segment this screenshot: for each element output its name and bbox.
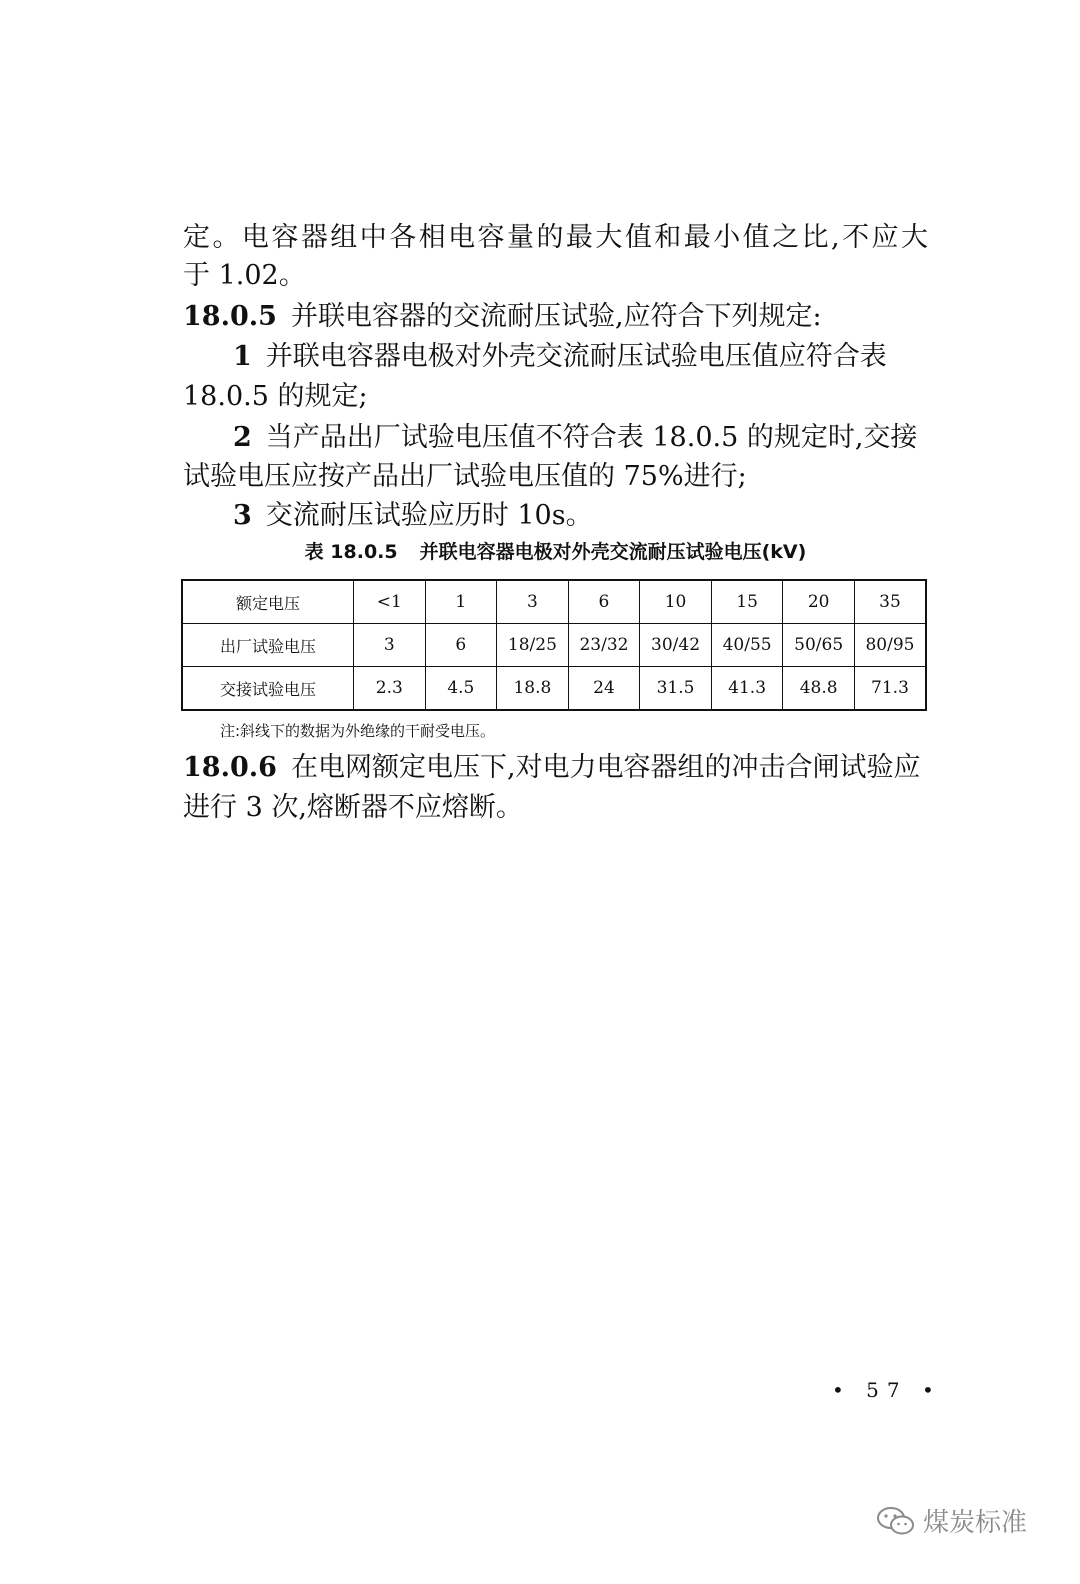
table-cell: 48.8 [783,667,855,711]
table-row [182,667,926,711]
clause-text: 并联电容器的交流耐压试验,应符合下列规定: [290,301,822,332]
table-cell: <1 [354,580,426,624]
table-caption-number: 表 18.0.5 [304,541,398,563]
clause-18-0-6 [183,748,928,788]
row-label: 额定电压 [182,580,354,624]
list-item-3 [233,496,928,536]
row-label: 交接试验电压 [182,667,354,711]
table-cell: 3 [497,580,569,624]
table-cell: 18.8 [497,667,569,711]
table-cell: 6 [568,580,640,624]
table-cell: 4.5 [425,667,497,711]
clause-text: 在电网额定电压下,对电力电容器组的冲击合闸试验应 [290,752,921,783]
watermark-text: 煤炭标准 [923,1508,1028,1538]
paragraph-line: 进行 3 次,熔断器不应熔断。 [183,792,523,823]
item-number: 3 [233,500,252,531]
table-row [182,580,926,624]
table-cell: 6 [425,624,497,667]
table-cell: 30/42 [640,624,712,667]
table-cell: 3 [354,624,426,667]
paragraph-line: 18.0.5 的规定; [183,381,368,412]
paragraph-line: 定。电容器组中各相电容量的最大值和最小值之比,不应大 [183,222,928,253]
table-cell: 18/25 [497,624,569,667]
clause-number: 18.0.6 [183,752,277,783]
table-cell: 31.5 [640,667,712,711]
table-caption-title: 并联电容器电极对外壳交流耐压试验电压(kV) [419,541,807,563]
clause-18-0-5 [183,297,928,337]
item-text: 并联电容器电极对外壳交流耐压试验电压值应符合表 [265,341,887,372]
wechat-icon [875,1505,917,1537]
table-cell: 1 [425,580,497,624]
table-cell: 80/95 [854,624,926,667]
paragraph-line: 试验电压应按产品出厂试验电压值的 75%进行; [183,461,747,492]
table-cell: 71.3 [854,667,926,711]
table-cell: 35 [854,580,926,624]
table-cell: 40/55 [711,624,783,667]
item-number: 1 [233,341,252,372]
item-text: 交流耐压试验应历时 10s。 [265,500,593,531]
voltage-table [181,579,927,711]
page-number: • 57 • [832,1378,942,1402]
row-label: 出厂试验电压 [182,624,354,667]
paragraph-line: 于 1.02。 [183,260,306,291]
table-row [182,624,926,667]
table-cell: 15 [711,580,783,624]
table-cell: 2.3 [354,667,426,711]
watermark [875,1502,1027,1539]
list-item-2 [233,418,928,458]
table-cell: 24 [568,667,640,711]
table-cell: 50/65 [783,624,855,667]
list-item-1 [233,337,928,377]
table-note: 注:斜线下的数据为外绝缘的干耐受电压。 [220,722,496,740]
table-cell: 23/32 [568,624,640,667]
table-cell: 20 [783,580,855,624]
item-text: 当产品出厂试验电压值不符合表 18.0.5 的规定时,交接 [265,422,918,453]
table-caption [183,537,928,564]
clause-number: 18.0.5 [183,301,277,332]
table-cell: 10 [640,580,712,624]
table-cell: 41.3 [711,667,783,711]
item-number: 2 [233,422,252,453]
